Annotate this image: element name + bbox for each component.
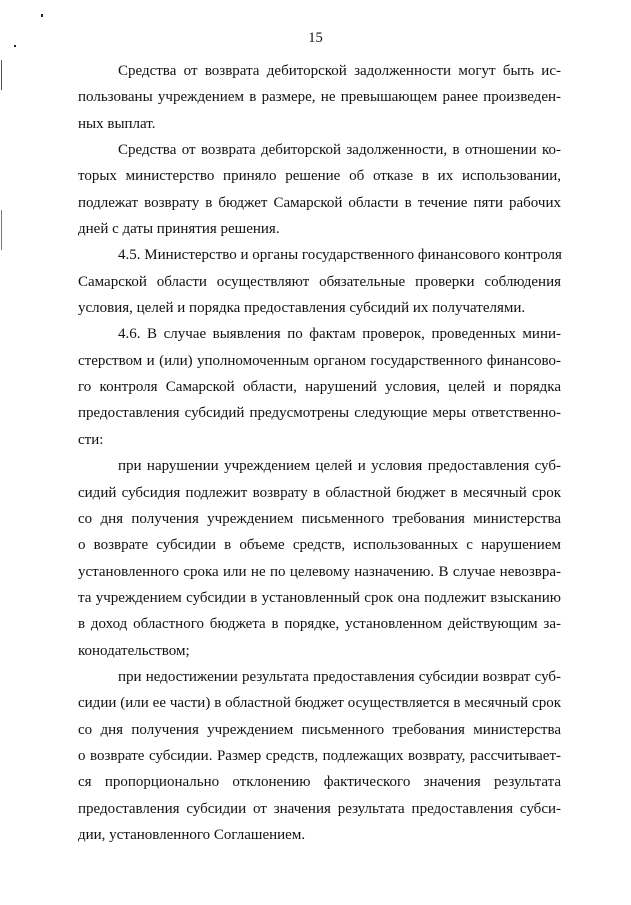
- text-line: предоставления субсидии от значения результата предоставления субси-: [78, 800, 561, 817]
- text-line: го контроля Самарской области, нарушений условия, целей и порядка: [78, 379, 561, 396]
- text-line: со дня получения учреждением письменного требования министерства: [78, 510, 561, 527]
- paragraph: [78, 242, 561, 321]
- scan-edge-mark: [1, 210, 2, 250]
- scan-speck: [41, 14, 43, 17]
- text-line: та учреждением субсидии в установленный срок она подлежит взысканию: [78, 589, 561, 606]
- text-line: подлежат возврату в бюджет Самарской области в течение пяти рабочих: [78, 194, 561, 211]
- text-line: при нарушении учреждением целей и условия предоставления суб-: [118, 458, 561, 475]
- text-line: 4.6. В случае выявления по фактам проверок, проведенных мини-: [118, 326, 561, 343]
- text-line: ных выплат.: [78, 115, 156, 132]
- paragraph: [78, 453, 561, 664]
- text-line: пользованы учреждением в размере, не превышающем ранее произведен-: [78, 89, 561, 106]
- text-line: стерством и (или) уполномоченным органом государственного финансово-: [78, 352, 561, 369]
- text-line: в доход областного бюджета в порядке, установленном действующим за-: [78, 616, 561, 633]
- text-line: со дня получения учреждением письменного требования министерства: [78, 721, 561, 738]
- scan-edge-mark: [1, 60, 2, 90]
- document-body: [78, 58, 561, 848]
- text-line: конодательством;: [78, 642, 190, 659]
- text-line: дней с даты принятия решения.: [78, 221, 280, 238]
- text-line: торых министерство приняло решение об отказе в их использовании,: [78, 168, 561, 185]
- text-line: предоставления субсидий предусмотрены следующие меры ответственно-: [78, 405, 561, 422]
- text-line: дии, установленного Соглашением.: [78, 826, 306, 843]
- text-line: Средства от возврата дебиторской задолженности, в отношении ко-: [118, 142, 561, 159]
- text-line: 4.5. Министерство и органы государственного финансового контроля: [118, 247, 562, 264]
- text-line: о возврате субсидии в объеме средств, использованных с нарушением: [78, 537, 561, 554]
- paragraph: [78, 664, 561, 848]
- text-line: сти:: [78, 431, 104, 448]
- text-line: сидий субсидия подлежит возврату в областной бюджет в месячный срок: [78, 484, 561, 501]
- text-line: ся пропорционально отклонению фактического значения результата: [78, 774, 561, 791]
- text-line: Средства от возврата дебиторской задолженности могут быть ис-: [118, 63, 561, 79]
- text-line: условия, целей и порядка предоставления субсидий их получателями.: [78, 300, 526, 317]
- text-line: Самарской области осуществляют обязательные проверки соблюдения: [78, 273, 561, 290]
- text-line: о возврате субсидии. Размер средств, подлежащих возврату, рассчитывает-: [78, 747, 561, 764]
- text-line: при недостижении результата предоставления субсидии возврат суб-: [118, 668, 561, 685]
- paragraph: [78, 58, 561, 137]
- text-line: сидии (или ее части) в областной бюджет осуществляется в месячный срок: [78, 695, 561, 712]
- text-line: установленного срока или не по целевому назначению. В случае невозвра-: [78, 563, 561, 580]
- page-number: 15: [308, 30, 323, 46]
- paragraph: [78, 137, 561, 242]
- paragraph: [78, 321, 561, 453]
